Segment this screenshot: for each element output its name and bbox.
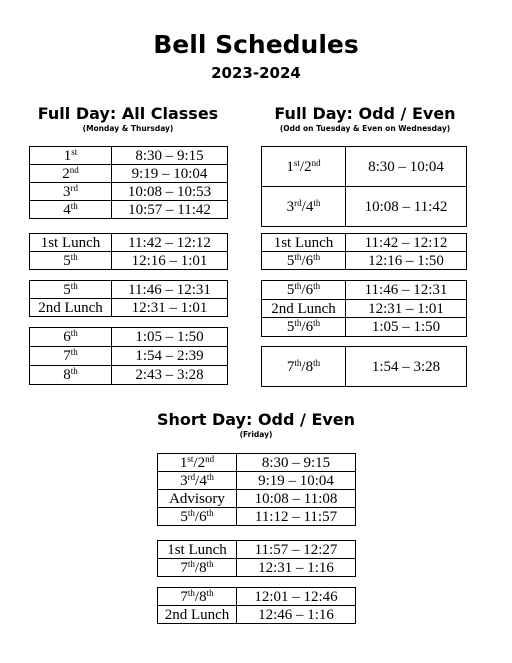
full-day-odd-even-subheading: (Odd on Tuesday & Even on Wednesday) [279, 124, 451, 133]
period-label: Advisory [158, 490, 237, 508]
period-time: 12:31 – 1:01 [346, 300, 467, 318]
period-time: 11:42 – 12:12 [112, 234, 228, 252]
table-row [262, 300, 467, 318]
period-label: 7th [30, 347, 112, 366]
table-row [158, 472, 356, 490]
period-label: 1st Lunch [262, 234, 346, 252]
period-time: 12:31 – 1:16 [237, 559, 356, 577]
period-label: 4th [30, 201, 112, 219]
period-label: 2nd Lunch [30, 299, 112, 317]
period-time: 10:08 – 11:08 [237, 490, 356, 508]
full-day-all-heading: Full Day: All Classes [37, 104, 219, 123]
table-row [30, 183, 228, 201]
period-time: 11:12 – 11:57 [237, 508, 356, 526]
period-label: 5th [30, 281, 112, 299]
full-day-all-subheading: (Monday & Thursday) [82, 124, 174, 133]
short-day-table-1 [157, 453, 356, 526]
period-time: 8:30 – 9:15 [237, 454, 356, 472]
period-label: 6th [30, 328, 112, 347]
table-row [158, 454, 356, 472]
table-row [30, 347, 228, 366]
full-day-odd-even-table-4 [261, 346, 467, 387]
period-label: 1st/2nd [158, 454, 237, 472]
table-row [262, 234, 467, 252]
period-time: 2:43 – 3:28 [112, 366, 228, 385]
full-day-odd-even-heading-block [260, 104, 470, 134]
period-label: 5th/6th [262, 252, 346, 270]
table-row [158, 490, 356, 508]
table-row [158, 606, 356, 624]
table-row [30, 201, 228, 219]
table-row [158, 508, 356, 526]
period-time: 11:57 – 12:27 [237, 541, 356, 559]
table-row [262, 252, 467, 270]
full-day-all-heading-block [28, 104, 228, 134]
period-label: 8th [30, 366, 112, 385]
period-time: 12:46 – 1:16 [237, 606, 356, 624]
period-label: 5th [30, 252, 112, 270]
period-label: 5th/6th [158, 508, 237, 526]
period-time: 1:54 – 2:39 [112, 347, 228, 366]
period-time: 8:30 – 10:04 [346, 147, 467, 187]
period-label: 7th/8th [158, 588, 237, 606]
period-label: 5th/6th [262, 281, 346, 300]
period-label: 2nd [30, 165, 112, 183]
period-time: 11:46 – 12:31 [112, 281, 228, 299]
period-time: 11:42 – 12:12 [346, 234, 467, 252]
full-day-odd-even-heading: Full Day: Odd / Even [274, 104, 456, 123]
full-day-all-table-1 [29, 146, 228, 219]
period-label: 2nd Lunch [158, 606, 237, 624]
period-label: 1st Lunch [30, 234, 112, 252]
full-day-odd-even-table-1 [261, 146, 467, 227]
full-day-odd-even-table-2 [261, 233, 467, 270]
period-time: 10:08 – 11:42 [346, 187, 467, 227]
table-row [30, 234, 228, 252]
full-day-odd-even-table-3 [261, 280, 467, 337]
period-time: 10:57 – 11:42 [112, 201, 228, 219]
period-time: 1:54 – 3:28 [346, 347, 467, 387]
period-time: 12:01 – 12:46 [237, 588, 356, 606]
period-label: 3rd/4th [262, 187, 346, 227]
table-row [262, 281, 467, 300]
table-row [30, 147, 228, 165]
table-row [262, 147, 467, 187]
short-day-subheading: (Friday) [239, 430, 273, 439]
period-time: 10:08 – 10:53 [112, 183, 228, 201]
period-time: 1:05 – 1:50 [346, 318, 467, 337]
full-day-all-table-4 [29, 327, 228, 385]
period-time: 8:30 – 9:15 [112, 147, 228, 165]
period-label: 1st/2nd [262, 147, 346, 187]
table-row [30, 281, 228, 299]
table-row [30, 366, 228, 385]
table-row [158, 559, 356, 577]
table-row [262, 347, 467, 387]
table-row [30, 252, 228, 270]
period-label: 5th/6th [262, 318, 346, 337]
page-title: Bell Schedules [153, 30, 359, 59]
table-row [158, 541, 356, 559]
short-day-table-3 [157, 587, 356, 624]
short-day-table-2 [157, 540, 356, 577]
period-time: 12:16 – 1:50 [346, 252, 467, 270]
table-row [158, 588, 356, 606]
period-time: 12:16 – 1:01 [112, 252, 228, 270]
table-row [262, 187, 467, 227]
period-label: 2nd Lunch [262, 300, 346, 318]
full-day-all-table-3 [29, 280, 228, 317]
full-day-all-table-2 [29, 233, 228, 270]
period-time: 9:19 – 10:04 [237, 472, 356, 490]
table-row [30, 165, 228, 183]
period-label: 7th/8th [158, 559, 237, 577]
period-time: 12:31 – 1:01 [112, 299, 228, 317]
period-time: 9:19 – 10:04 [112, 165, 228, 183]
period-label: 1st Lunch [158, 541, 237, 559]
short-day-heading: Short Day: Odd / Even [156, 410, 356, 429]
period-label: 1st [30, 147, 112, 165]
period-time: 1:05 – 1:50 [112, 328, 228, 347]
short-day-heading-block [150, 410, 362, 440]
period-label: 3rd [30, 183, 112, 201]
school-year: 2023-2024 [211, 64, 301, 82]
period-time: 11:46 – 12:31 [346, 281, 467, 300]
table-row [262, 318, 467, 337]
table-row [30, 299, 228, 317]
period-label: 3rd/4th [158, 472, 237, 490]
table-row [30, 328, 228, 347]
period-label: 7th/8th [262, 347, 346, 387]
